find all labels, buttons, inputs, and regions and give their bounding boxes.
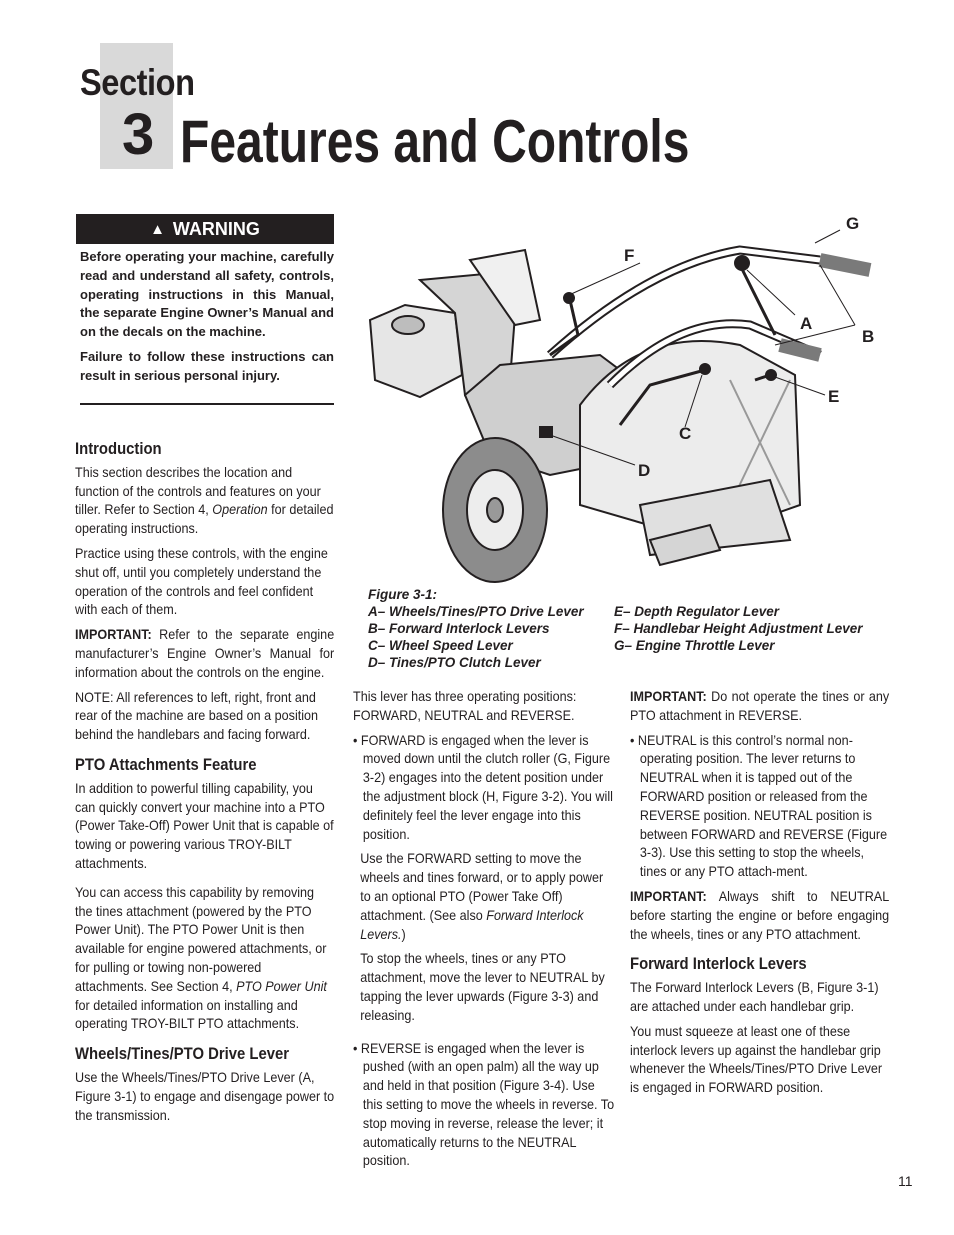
mid-para-1: This lever has three operating positions: FORWARD, NEUTRAL and REVERSE.: [353, 688, 577, 723]
right-important-1: IMPORTANT: Do not operate the tines or any PTO attachment in REVERSE.: [630, 688, 890, 723]
label-g: G: [846, 214, 860, 233]
label-f: F: [624, 246, 635, 265]
wheels-heading: Wheels/Tines/PTO Drive Lever: [75, 1045, 290, 1064]
warning-rule: [80, 403, 334, 405]
right-column: [630, 687, 889, 1103]
warning-text: [80, 248, 334, 392]
right-bullet-neutral: • NEUTRAL is this control’s normal non-operating position. The lever returns to NEUTRAL when it is tapped out of the FORWARD position or released from the REVERSE position. NEUTRAL position is between FORWARD and REVERSE (Figure 3-3). Use this setting to stop the wheels, tines or any PTO attach-ment.: [630, 731, 888, 880]
pto-para-2: You can access this capability by removing the tines attachment (powered by the PTO Power Unit). The PTO Power Unit is then available for engine powered attachments, or for pulling or towing non-powered attachments. See Section 4, PTO Power Unit for detailed information on installing and operating TROY-BILT PTO attachments.: [75, 883, 327, 1032]
pto-heading: PTO Attachments Feature: [75, 755, 257, 774]
intro-heading: Introduction: [75, 440, 162, 458]
page-number: 11: [898, 1173, 913, 1189]
interlock-heading: Forward Interlock Levers: [630, 955, 807, 974]
speed-lever-knob: [700, 364, 710, 374]
mid-bullet-forward: • FORWARD is engaged when the lever is moved down until the clutch roller (G, Figure 3-2) engages into the detent position under the adjustment block (H, Figure 3-2). You will definitely feel the lever engage into this position.: [353, 731, 613, 842]
wheels-para-1: Use the Wheels/Tines/PTO Drive Lever (A, Figure 3-1) to engage and disengage power to the transmission.: [75, 1068, 335, 1123]
caption-c: C– Wheel Speed Lever: [368, 638, 513, 653]
caption-b: B– Forward Interlock Levers: [368, 621, 550, 636]
caption-title: Figure 3-1:: [368, 587, 438, 602]
grip-upper-shape: [820, 260, 870, 270]
right-list: [630, 731, 889, 881]
caption-f: F– Handlebar Height Adjustment Lever: [614, 621, 863, 636]
caption-d: D– Tines/PTO Clutch Lever: [368, 655, 541, 670]
leader-b1: [820, 265, 855, 325]
warning-triangle-icon: ▲: [150, 220, 165, 238]
mid-para-2: Use the FORWARD setting to move the wheels and tines forward, or to apply power to an optional PTO (Power Take Off) attachment. (See also Forward Interlock Levers.): [360, 850, 604, 942]
label-c: C: [679, 424, 692, 443]
intro-para-4: NOTE: All references to left, right, front and rear of the machine are based on a position behind the handlebars and facing forward.: [75, 688, 319, 743]
interlock-para-1: The Forward Interlock Levers (B, Figure 3-1) are attached under each handlebar grip.: [630, 979, 879, 1014]
intro-para-1: This section describes the location and function of the controls and features on your tiller. Refer to Section 4, Operation for detailed operating instructions.: [75, 463, 334, 537]
drive-lever-knob: [735, 256, 749, 270]
left-column: [75, 428, 334, 1130]
warning-label: WARNING: [172, 218, 260, 239]
warning-para-2: Failure to follow these instructions can result in serious personal injury.: [80, 348, 334, 383]
warning-banner: [76, 214, 334, 244]
tiller-figure: [350, 205, 920, 585]
label-d: D: [638, 461, 651, 480]
figure-caption-left: [368, 586, 584, 671]
right-important-2: IMPORTANT: Always shift to NEUTRAL before starting the engine or before engaging the wheels, tines or any PTO attachment.: [630, 887, 890, 942]
caption-g: G– Engine Throttle Lever: [614, 638, 775, 653]
figure-caption-right: [614, 603, 863, 654]
mid-para-3: To stop the wheels, tines or any PTO attachment, move the lever to NEUTRAL by tapping the lever upwards (Figure 3-3) and releasing.: [360, 950, 605, 1023]
label-e: E: [828, 387, 840, 406]
mid-list-1: [353, 731, 616, 844]
leader-b2: [775, 325, 855, 345]
mid-list-2: [353, 1039, 616, 1171]
fuel-cap-shape: [392, 316, 424, 334]
page-title: Features and Controls: [180, 108, 690, 175]
caption-a: A– Wheels/Tines/PTO Drive Lever: [368, 604, 584, 619]
section-number: 3: [122, 102, 155, 167]
mid-bullet-reverse: • REVERSE is engaged when the lever is pushed (with an open palm) all the way up and held in that position (Figure 3-4). Use this setting to move the wheels in reverse. To stop moving in reverse, release the lever; it automatically returns to the NEUTRAL position.: [353, 1039, 615, 1169]
leader-g: [815, 230, 840, 243]
wheel-axle-shape: [487, 498, 503, 522]
depth-lever-knob: [766, 370, 776, 380]
grip-lower-shape: [780, 345, 820, 355]
intro-para-2: Practice using these controls, with the engine shut off, until you completely understand the operation of the controls and feel confident with each of them.: [75, 544, 328, 618]
middle-column: [353, 687, 616, 1176]
interlock-para-2: You must squeeze at least one of these interlock levers up against the handlebar grip whenever the Wheels/Tines/PTO Drive Lever is engaged in FORWARD position.: [630, 1022, 883, 1096]
label-a: A: [800, 314, 813, 333]
section-word: Section: [80, 62, 195, 103]
pto-para-1: In addition to powerful tilling capability, you can quickly convert your machine into a PTO (Power Take-Off) Power Unit that is capable of towing or powering various TROY-BILT attachments.: [75, 779, 334, 871]
intro-para-3: IMPORTANT: Refer to the separate engine manufacturer’s Engine Owner’s Manual for information about the controls on the engine.: [75, 626, 335, 680]
label-b: B: [862, 327, 875, 346]
caption-e: E– Depth Regulator Lever: [614, 604, 780, 619]
warning-para-1: Before operating your machine, carefully read and understand all safety, controls, operating instructions in this Manual, the separate Engine Owner’s Manual and on the decals on the machine.: [80, 249, 334, 340]
